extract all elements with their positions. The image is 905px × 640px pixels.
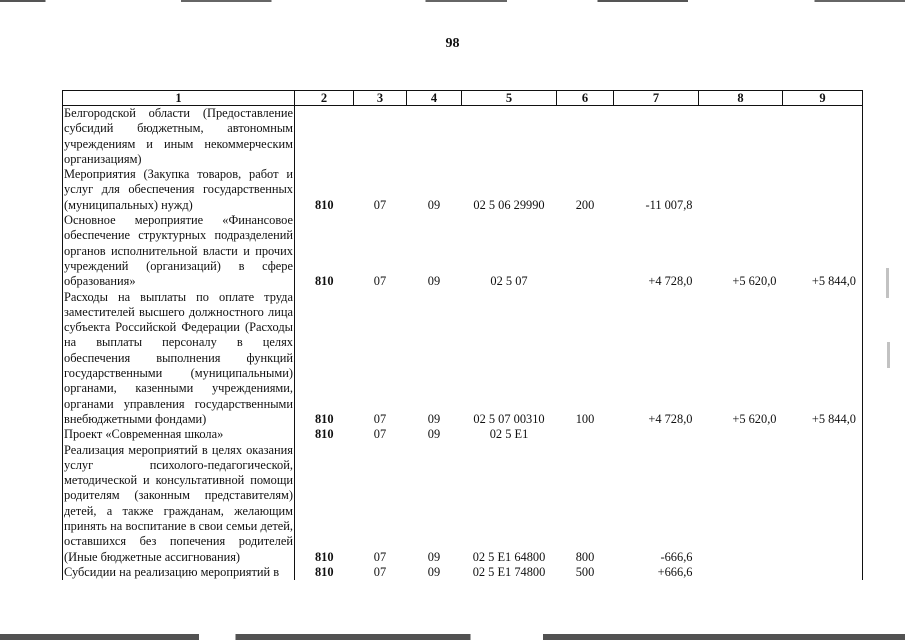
cell-amount-9: +5 844,0 <box>783 290 863 428</box>
cell-section <box>354 106 407 168</box>
cell-subsection <box>407 106 462 168</box>
cell-subsection: 09 <box>427 549 441 564</box>
cell-amount-8 <box>699 167 783 213</box>
cell-amount-9 <box>783 167 863 213</box>
cell-amount-8: +5 620,0 <box>732 411 777 426</box>
row-name: Белгородской области (Предоставление субсидий бюджетным, автономным учреждениям и иным некоммерческим организациям) <box>64 106 293 166</box>
cell-subsection: 09 <box>427 274 441 289</box>
cell-amount-9 <box>783 106 863 168</box>
cell-ministry: 810 <box>314 274 334 289</box>
cell-amount-7: -666,6 <box>660 549 693 564</box>
cell-amount-9: +5 844,0 <box>783 213 863 289</box>
cell-amount-9 <box>783 443 863 565</box>
cell-amount-8 <box>699 106 783 168</box>
cell-amount-8: +5 620,0 <box>732 274 777 289</box>
row-name: Субсидии на реализацию мероприятий в <box>63 565 295 580</box>
cell-section: 07 <box>373 564 387 579</box>
scan-bottom-edge <box>0 634 905 640</box>
cell-expense-type: 500 <box>575 564 595 579</box>
cell-expense-type <box>557 106 614 168</box>
cell-ministry: 810 <box>314 549 334 564</box>
cell-ministry: 810 <box>314 564 334 579</box>
cell-amount-7: +4 728,0 <box>648 274 693 289</box>
cell-amount-7: -11 007,8 <box>645 197 693 212</box>
table-row <box>63 427 863 442</box>
cell-amount-9 <box>783 565 863 580</box>
header-col-9: 9 <box>783 91 863 106</box>
header-col-8: 8 <box>699 91 783 106</box>
cell-expense-type: 200 <box>575 197 595 212</box>
cell-expense-type <box>557 213 614 289</box>
cell-target-article: 02 5 07 <box>490 274 528 289</box>
cell-subsection: 09 <box>427 564 441 579</box>
table-row <box>63 106 863 168</box>
scan-top-edge <box>0 0 905 2</box>
cell-section: 07 <box>373 274 387 289</box>
cell-target-article: 02 5 E1 64800 <box>472 549 546 564</box>
header-col-7: 7 <box>614 91 699 106</box>
table-row <box>63 443 863 565</box>
cell-subsection: 09 <box>427 197 441 212</box>
cell-section: 07 <box>373 411 387 426</box>
row-name: Мероприятия (Закупка товаров, работ и услуг для обеспечения государственных (муниципальных) нужд) <box>64 167 293 212</box>
row-name: Основное мероприятие «Финансовое обеспечение структурных подразделений органов исполнительной власти и прочих учреждений (организаций) в сфере образования» <box>64 213 293 289</box>
cell-ministry: 810 <box>314 197 334 212</box>
budget-table <box>62 90 863 580</box>
cell-target-article: 02 5 06 29990 <box>473 197 545 212</box>
row-name: Реализация мероприятий в целях оказания услуг психолого-педагогической, методической и консультативной помощи родителям (законным представителям) детей, а также гражданам, желающим принять на воспитание в свои семьи детей, оставшихся без попечения родителей (Иные бюджетные ассигнования) <box>64 442 293 564</box>
cell-expense-type: 800 <box>575 549 595 564</box>
scan-speck <box>886 268 889 298</box>
scan-speck <box>887 342 890 368</box>
cell-target-article <box>462 106 557 168</box>
table-row <box>63 290 863 428</box>
header-col-5: 5 <box>462 91 557 106</box>
header-col-6: 6 <box>557 91 614 106</box>
cell-section: 07 <box>373 549 387 564</box>
cell-amount-7: +4 728,0 <box>648 411 693 426</box>
table-row <box>63 565 863 580</box>
cell-subsection: 09 <box>427 427 441 442</box>
cell-amount-7: +666,6 <box>657 564 693 579</box>
cell-ministry: 810 <box>314 411 334 426</box>
cell-expense-type <box>557 427 614 442</box>
cell-target-article: 02 5 07 00310 <box>473 411 545 426</box>
row-name: Проект «Современная школа» <box>63 427 295 442</box>
table-row <box>63 167 863 213</box>
cell-ministry: 810 <box>314 427 334 442</box>
cell-section: 07 <box>373 197 387 212</box>
cell-subsection: 09 <box>427 411 441 426</box>
cell-amount-8 <box>699 443 783 565</box>
table-row <box>63 213 863 289</box>
header-col-3: 3 <box>354 91 407 106</box>
cell-amount-7 <box>614 427 699 442</box>
header-col-4: 4 <box>407 91 462 106</box>
cell-target-article: 02 5 E1 74800 <box>472 564 546 579</box>
cell-amount-8 <box>699 565 783 580</box>
header-col-2: 2 <box>295 91 354 106</box>
cell-expense-type: 100 <box>575 411 595 426</box>
row-name: Расходы на выплаты по оплате труда заместителей высшего должностного лица субъекта Российской Федерации (Расходы на выплаты персоналу в целях обеспечения выполнения функций государственными (муниципальными) органами, казенными учреждениями, органами управления государственными внебюджетными фондами) <box>64 289 293 426</box>
cell-section: 07 <box>373 427 387 442</box>
header-row <box>63 91 863 106</box>
cell-ministry <box>295 106 354 168</box>
cell-amount-9 <box>783 427 863 442</box>
page-number: 98 <box>445 36 460 51</box>
cell-target-article: 02 5 E1 <box>489 427 529 442</box>
cell-amount-7 <box>614 106 699 168</box>
header-col-1: 1 <box>63 91 295 106</box>
cell-amount-8 <box>699 427 783 442</box>
